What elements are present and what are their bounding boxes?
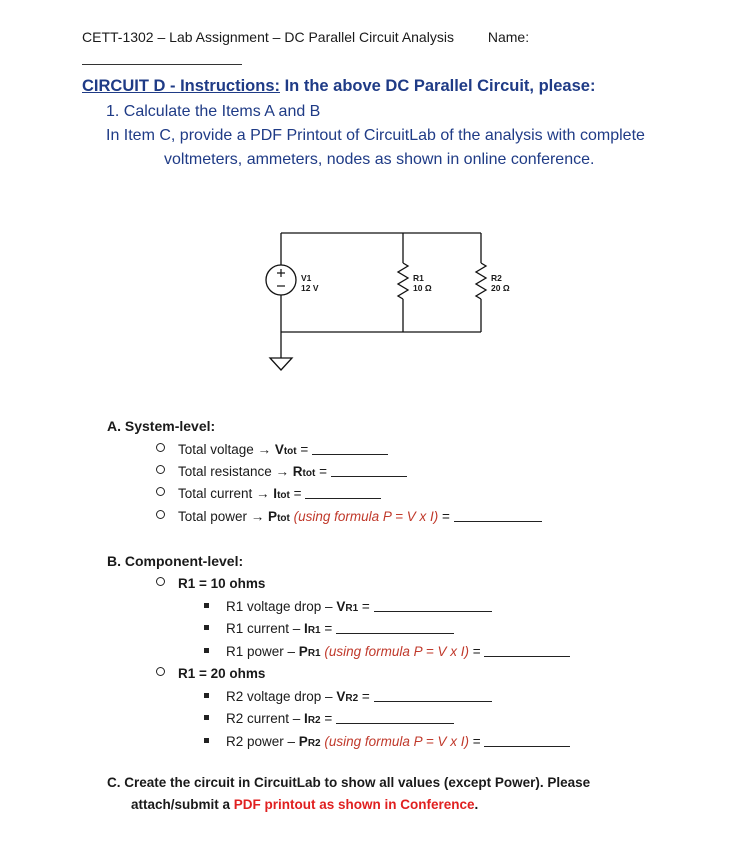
r1-current-answer[interactable]: [336, 622, 454, 634]
hollow-bullet-icon: [156, 667, 165, 676]
resistor-r2-icon: [476, 263, 486, 299]
r2-voltage-row: R2 voltage drop – VR2 =: [204, 689, 492, 704]
r1-current-row: R1 current – IR1 =: [204, 621, 454, 636]
total-power-row: Total power → Ptot (using formula P = V x I) =: [156, 509, 542, 524]
r1-group-label: R1 = 10 ohms: [156, 576, 265, 591]
source-label: [301, 273, 319, 293]
instruction-item-2-line2: voltmeters, ammeters, nodes as shown in online conference.: [164, 151, 595, 168]
source-value: 12 V: [301, 283, 319, 293]
r2-power-row: R2 power – PR2 (using formula P = V x I) =: [204, 734, 570, 749]
r1-voltage-answer[interactable]: [374, 600, 492, 612]
square-bullet-icon: [204, 693, 209, 698]
hollow-bullet-icon: [156, 487, 165, 496]
total-current-answer[interactable]: [305, 487, 381, 499]
r2-current-answer[interactable]: [336, 712, 454, 724]
total-current-row: Total current → Itot =: [156, 486, 381, 501]
r2-value: 20 Ω: [491, 283, 510, 293]
heading-underlined: CIRCUIT D - Instructions:: [82, 77, 280, 95]
resistor-r1-icon: [398, 263, 408, 299]
r1-power-answer[interactable]: [484, 645, 570, 657]
section-a-heading: A. System-level:: [107, 418, 216, 434]
r1-voltage-row: R1 voltage drop – VR1 =: [204, 599, 492, 614]
square-bullet-icon: [204, 738, 209, 743]
r2-power-answer[interactable]: [484, 735, 570, 747]
total-resistance-row: Total resistance → Rtot =: [156, 464, 407, 479]
instructions-heading: [82, 77, 595, 96]
section-c-line2: attach/submit a PDF printout as shown in Conference.: [131, 797, 479, 812]
section-c-line1: C. Create the circuit in CircuitLab to show all values (except Power). Please: [107, 775, 591, 790]
name-blank[interactable]: [82, 64, 242, 65]
circuit-diagram: [250, 225, 520, 375]
document-title: CETT-1302 – Lab Assignment – DC Parallel Circuit Analysis: [82, 29, 454, 45]
r1-power-row: R1 power – PR1 (using formula P = V x I) =: [204, 644, 570, 659]
square-bullet-icon: [204, 715, 209, 720]
r2-voltage-answer[interactable]: [374, 690, 492, 702]
source-name: V1: [301, 273, 312, 283]
instruction-item-2-line1: In Item C, provide a PDF Printout of CircuitLab of the analysis with complete: [106, 127, 645, 144]
square-bullet-icon: [204, 625, 209, 630]
r2-current-row: R2 current – IR2 =: [204, 711, 454, 726]
instruction-item-1: 1. Calculate the Items A and B: [106, 103, 321, 120]
r2-group-label: R1 = 20 ohms: [156, 666, 265, 681]
r2-name: R2: [491, 273, 502, 283]
total-resistance-answer[interactable]: [331, 465, 407, 477]
r1-label: [413, 273, 432, 293]
section-b-heading: B. Component-level:: [107, 553, 244, 569]
total-voltage-row: Total voltage → Vtot =: [156, 442, 388, 457]
circuit-schematic: [250, 225, 520, 375]
name-label: Name:: [487, 29, 530, 45]
hollow-bullet-icon: [156, 510, 165, 519]
r1-name: R1: [413, 273, 424, 283]
r1-value: 10 Ω: [413, 283, 432, 293]
hollow-bullet-icon: [156, 577, 165, 586]
total-voltage-answer[interactable]: [312, 443, 388, 455]
document-header: [82, 29, 529, 45]
total-power-answer[interactable]: [454, 510, 542, 522]
square-bullet-icon: [204, 648, 209, 653]
r2-label: [491, 273, 510, 293]
ground-icon: [270, 358, 292, 370]
square-bullet-icon: [204, 603, 209, 608]
heading-rest: In the above DC Parallel Circuit, please:: [280, 77, 596, 95]
hollow-bullet-icon: [156, 443, 165, 452]
hollow-bullet-icon: [156, 465, 165, 474]
